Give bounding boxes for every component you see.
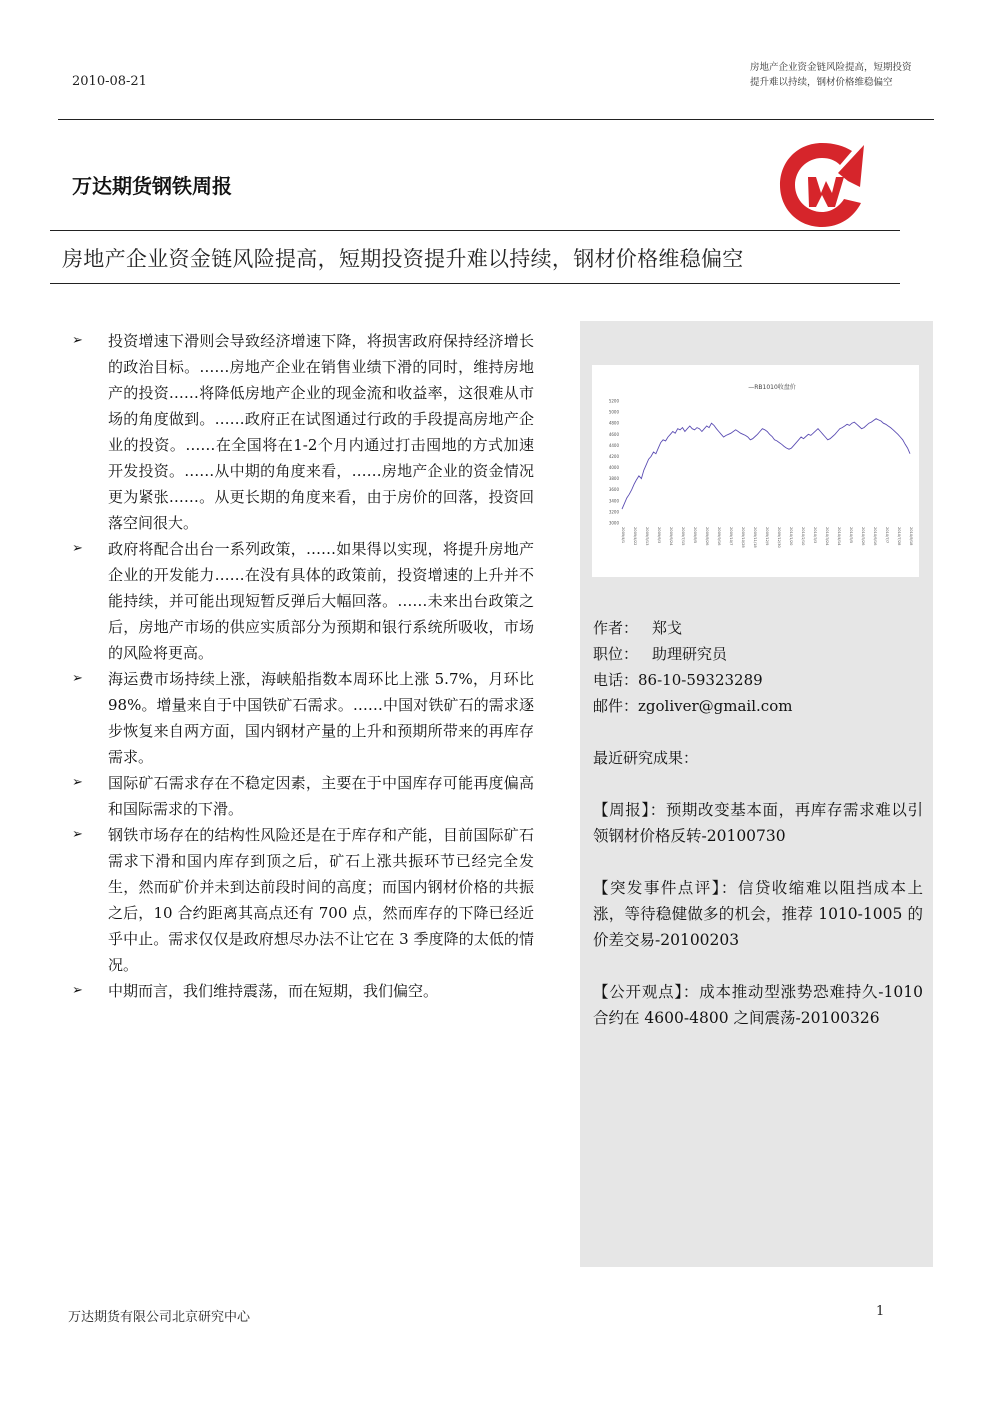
author-name: 郑戈 xyxy=(652,619,683,637)
author-title-label: 职位： xyxy=(593,645,639,663)
header-rule xyxy=(58,119,934,120)
bullet-text: 政府将配合出台一系列政策，……如果得以实现，将提升房地产企业的开发能力……在没有具体的政策前，投资增速的上升并不能持续，并可能出现短暂反弹后大幅回落。……未来出台政策之后，房地产市场的供应实质部分为预期和银行系统所吸收，市场的风险将更高。 xyxy=(108,540,534,662)
bullet-arrow-icon: ➢ xyxy=(72,775,83,790)
chart-x-tick-label: 2009/4/22 xyxy=(633,527,637,546)
recent-item-tag: 【突发事件点评】： xyxy=(593,879,738,897)
title-rule-bottom xyxy=(50,283,900,284)
chart-x-tick-label: 2010/3/3 xyxy=(813,527,817,544)
recent-research-heading: 最近研究成果： xyxy=(593,749,699,767)
bullet-text: 国际矿石需求存在不稳定因素，主要在于中国库存可能再度偏高和国际需求的下滑。 xyxy=(108,774,534,818)
chart-x-tick-label: 2010/5/5 xyxy=(849,527,853,544)
report-headline: 房地产企业资金链风险提高，短期投资提升难以持续，钢材价格维稳偏空 xyxy=(62,247,744,271)
chart-title: —RB1010收盘价 xyxy=(748,384,796,391)
chart-x-tick-label: 2009/12/30 xyxy=(777,527,781,548)
chart-y-tick-label: 3400 xyxy=(608,498,619,504)
bullet-item xyxy=(72,328,534,536)
chart-y-tick-label: 4400 xyxy=(608,442,619,448)
author-title-row xyxy=(593,641,923,667)
chart-x-tick-label: 2010/7/28 xyxy=(897,527,901,546)
chart-x-tick-label: 2009/8/26 xyxy=(705,527,709,546)
chart-y-tick-label: 4000 xyxy=(608,465,619,471)
chart-x-tick-label: 2010/1/20 xyxy=(789,527,793,546)
bullet-arrow-icon: ➢ xyxy=(72,541,83,556)
author-phone-label: 电话： xyxy=(593,671,639,689)
author-email-row xyxy=(593,693,923,719)
bullet-arrow-icon: ➢ xyxy=(72,333,83,348)
bullet-arrow-icon: ➢ xyxy=(72,671,83,686)
chart-x-tick-label: 2009/4/1 xyxy=(621,527,625,544)
recent-item-text: 信贷收缩难以阻挡成本上涨，等待稳健做多的机会，推荐 1010-1005 的价差交易-20100203 xyxy=(593,879,923,949)
bullet-text: 海运费市场持续上涨，海峡船指数本周环比上涨 5.7%，月环比 98%。增量来自于中国铁矿石需求。……中国对铁矿石的需求逐步恢复来自两方面，国内钢材产量的上升和预期所带来的再库存需求。 xyxy=(108,670,534,766)
bullet-text: 钢铁市场存在的结构性风险还是在于库存和产能，目前国际矿石需求下滑和国内库存到顶之后，矿石上涨共振环节已经完全发生，然而矿价并未到达前段时间的高度；而国内钢材价格的共振之后，10 合约距离其高点还有 700 点，然而库存的下降已经近乎中止。需求仅仅是政府想尽办法不让它在 3 季度降的太低的情况。 xyxy=(108,826,534,974)
bullet-text: 投资增速下滑则会导致经济增速下降，将损害政府保持经济增长的政治目标。……房地产企业在销售业绩下滑的同时，维持房地产的投资……将降低房地产企业的现金流和收益率，这很难从市场的角度做到。……政府正在试图通过行政的手段提高房地产企业的投资。……在全国将在1-2个月内通过打击囤地的方式加速开发投资。……从中期的角度来看，……房地产企业的资金情况更为紧张……。从更长期的角度来看，由于房价的回落，投资回落空间很大。 xyxy=(108,332,534,532)
bullet-arrow-icon: ➢ xyxy=(72,983,83,998)
chart-x-tick-label: 2009/10/7 xyxy=(729,527,733,546)
report-name: 万达期货钢铁周报 xyxy=(72,174,232,198)
recent-item-tag: 【周报】： xyxy=(593,801,666,819)
report-date: 2010-08-21 xyxy=(72,74,147,89)
chart-x-tick-label: 2010/5/26 xyxy=(861,527,865,546)
chart-y-tick-label: 3600 xyxy=(608,487,619,493)
chart-y-tick-label: 4200 xyxy=(608,453,619,459)
chart-x-tick-label: 2010/3/24 xyxy=(825,527,829,546)
author-title: 助理研究员 xyxy=(652,645,728,663)
recent-item xyxy=(593,875,923,953)
recent-item xyxy=(593,979,923,1031)
author-phone: 86-10-59323289 xyxy=(638,671,763,689)
chart-y-tick-label: 3800 xyxy=(608,476,619,482)
header-summary-line-2: 提升难以持续，钢材价格维稳偏空 xyxy=(750,77,893,88)
chart-x-tick-label: 2010/8/18 xyxy=(909,527,913,546)
chart-series-line xyxy=(622,419,910,509)
chart-x-tick-label: 2009/12/9 xyxy=(765,527,769,546)
author-phone-row xyxy=(593,667,923,693)
bullet-arrow-icon: ➢ xyxy=(72,827,83,842)
author-name-row xyxy=(593,615,923,641)
chart-x-tick-label: 2009/6/3 xyxy=(657,527,661,544)
title-rule-top xyxy=(50,230,900,231)
bullet-item xyxy=(72,822,534,978)
chart-x-tick-label: 2010/2/10 xyxy=(801,527,805,546)
author-email-label: 邮件： xyxy=(593,697,639,715)
bullet-item xyxy=(72,978,534,1004)
chart-y-tick-label: 4600 xyxy=(608,431,619,437)
chart-x-tick-label: 2009/5/13 xyxy=(645,527,649,546)
price-chart xyxy=(592,365,919,577)
company-logo-icon xyxy=(774,137,870,233)
chart-x-tick-label: 2009/10/28 xyxy=(741,527,745,548)
chart-x-tick-label: 2009/9/16 xyxy=(717,527,721,546)
analysis-bullet-list xyxy=(72,328,534,1004)
chart-x-tick-label: 2010/6/16 xyxy=(873,527,877,546)
chart-x-tick-label: 2009/6/24 xyxy=(669,527,673,546)
chart-x-tick-label: 2009/8/5 xyxy=(693,527,697,544)
bullet-item xyxy=(72,536,534,666)
chart-y-tick-label: 3000 xyxy=(608,520,619,526)
chart-x-tick-label: 2010/4/14 xyxy=(837,527,841,546)
chart-x-tick-label: 2009/11/18 xyxy=(753,527,757,548)
author-email[interactable]: zgoliver@gmail.com xyxy=(638,697,793,715)
author-name-label: 作者： xyxy=(593,619,639,637)
chart-y-tick-label: 5200 xyxy=(608,398,619,404)
chart-x-tick-label: 2009/7/15 xyxy=(681,527,685,546)
chart-y-tick-label: 5000 xyxy=(608,409,619,415)
chart-y-tick-label: 3200 xyxy=(608,509,619,515)
footer-company: 万达期货有限公司北京研究中心 xyxy=(68,1310,251,1325)
recent-item xyxy=(593,797,923,849)
author-info xyxy=(593,615,923,719)
chart-y-tick-label: 4800 xyxy=(608,420,619,426)
page-number: 1 xyxy=(876,1304,885,1319)
chart-x-tick-label: 2010/7/7 xyxy=(885,527,889,544)
header-summary xyxy=(750,60,930,90)
bullet-item xyxy=(72,770,534,822)
bullet-item xyxy=(72,666,534,770)
bullet-text: 中期而言，我们维持震荡，而在短期，我们偏空。 xyxy=(108,982,439,1000)
header-summary-line-1: 房地产企业资金链风险提高，短期投资 xyxy=(750,62,912,73)
recent-item-text: 成本推动型涨势恐难持久-1010 合约在 4600-4800 之间震荡-20100326 xyxy=(593,983,923,1027)
recent-item-text: 预期改变基本面，再库存需求难以引领钢材价格反转-20100730 xyxy=(593,801,923,845)
recent-item-tag: 【公开观点】： xyxy=(593,983,700,1001)
price-chart-svg xyxy=(592,365,919,577)
